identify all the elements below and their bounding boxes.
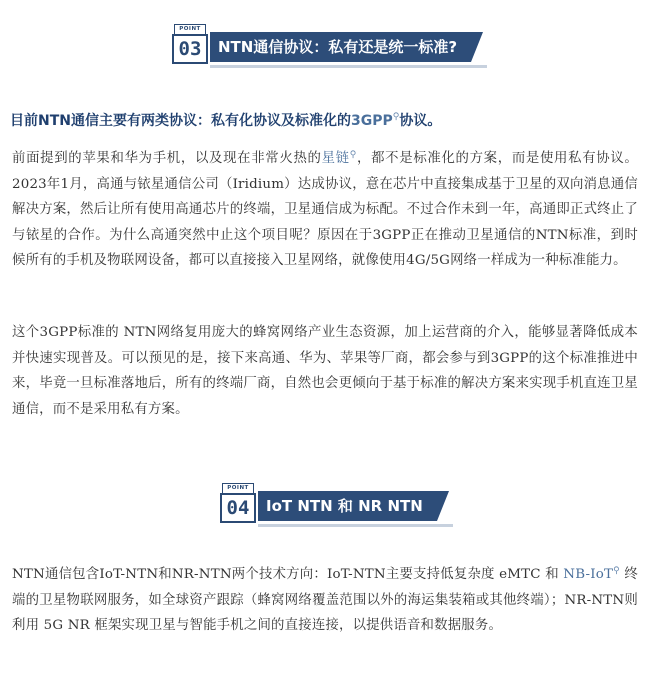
banner-underline	[210, 65, 487, 68]
search-icon: ⚲	[613, 565, 620, 576]
nb-iot-search-link[interactable]	[563, 567, 620, 582]
starlink-search-link[interactable]	[322, 151, 357, 166]
paragraph-text: 终端的卫星物联网服务，如全球资产跟踪（蜂窝网络覆盖范围以外的海运集装箱或其他终端）；NR-NTN则利用 5G NR 框架实现卫星与智能手机之间的直接连接，以提供语音和数据服务。	[12, 567, 638, 633]
search-icon: ⚲	[349, 149, 357, 160]
section-title-banner	[258, 491, 437, 521]
point-badge-number: 04	[220, 493, 256, 523]
section-title-banner	[210, 32, 471, 62]
nb-iot-link-text: NB-IoT	[563, 567, 614, 582]
lead-heading	[10, 110, 640, 132]
starlink-link-text: 星链	[321, 151, 350, 166]
lead-text: 目前NTN通信主要有两类协议：私有化协议及标准化的	[10, 113, 351, 129]
lead-text-end: 协议。	[399, 113, 442, 129]
point-badge-label: POINT	[174, 24, 206, 35]
section-title: NTN通信协议：私有还是统一标准?	[218, 38, 458, 56]
paragraph-1	[12, 146, 638, 274]
section-header-04	[220, 483, 437, 523]
paragraph-text: ，都不是标准化的方案，而是使用私有协议。2023年1月，高通与铱星通信公司（Iridium）达成协议，意在芯片中直接集成基于卫星的双向消息通信解决方案，然后让所有使用高通芯片的终端，卫星通信成为标配。不过合作未到一年，高通即正式终止了与铱星的合作。为什么高通突然中止这个项目呢？原因在于3GPP正在推动卫星通信的NTN标准，到时候所有的手机及物联网设备，都可以直接接入卫星网络，就像使用4G/5G网络一样成为一种标准能力。	[12, 151, 638, 268]
paragraph-text: NTN通信包含IoT-NTN和NR-NTN两个技术方向：IoT-NTN主要支持低复杂度 eMTC 和	[12, 567, 564, 582]
3gpp-search-link[interactable]	[351, 113, 399, 129]
point-badge-label: POINT	[222, 483, 254, 494]
paragraph-2: 这个3GPP标准的 NTN网络复用庞大的蜂窝网络产业生态资源，加上运营商的介入，能够显著降低成本并快速实现普及。可以预见的是，接下来高通、华为、苹果等厂商，都会参与到3GPP的这个标准推进中来，毕竟一旦标准落地后，所有的终端厂商，自然也会更倾向于基于标准的解决方案来实现手机直连卫星通信，而不是采用私有方案。	[12, 325, 638, 417]
section-header-03	[172, 24, 471, 64]
paragraph-text: 前面提到的苹果和华为手机，以及现在非常火热的	[12, 151, 322, 166]
point-badge-number: 03	[172, 34, 208, 64]
section-title: IoT NTN 和 NR NTN	[266, 497, 423, 515]
3gpp-link-text: 3GPP	[350, 113, 393, 129]
paragraph-3	[12, 562, 638, 639]
point-badge-04	[220, 483, 256, 523]
banner-underline	[258, 524, 453, 527]
search-icon: ⚲	[392, 112, 400, 123]
point-badge-03	[172, 24, 208, 64]
